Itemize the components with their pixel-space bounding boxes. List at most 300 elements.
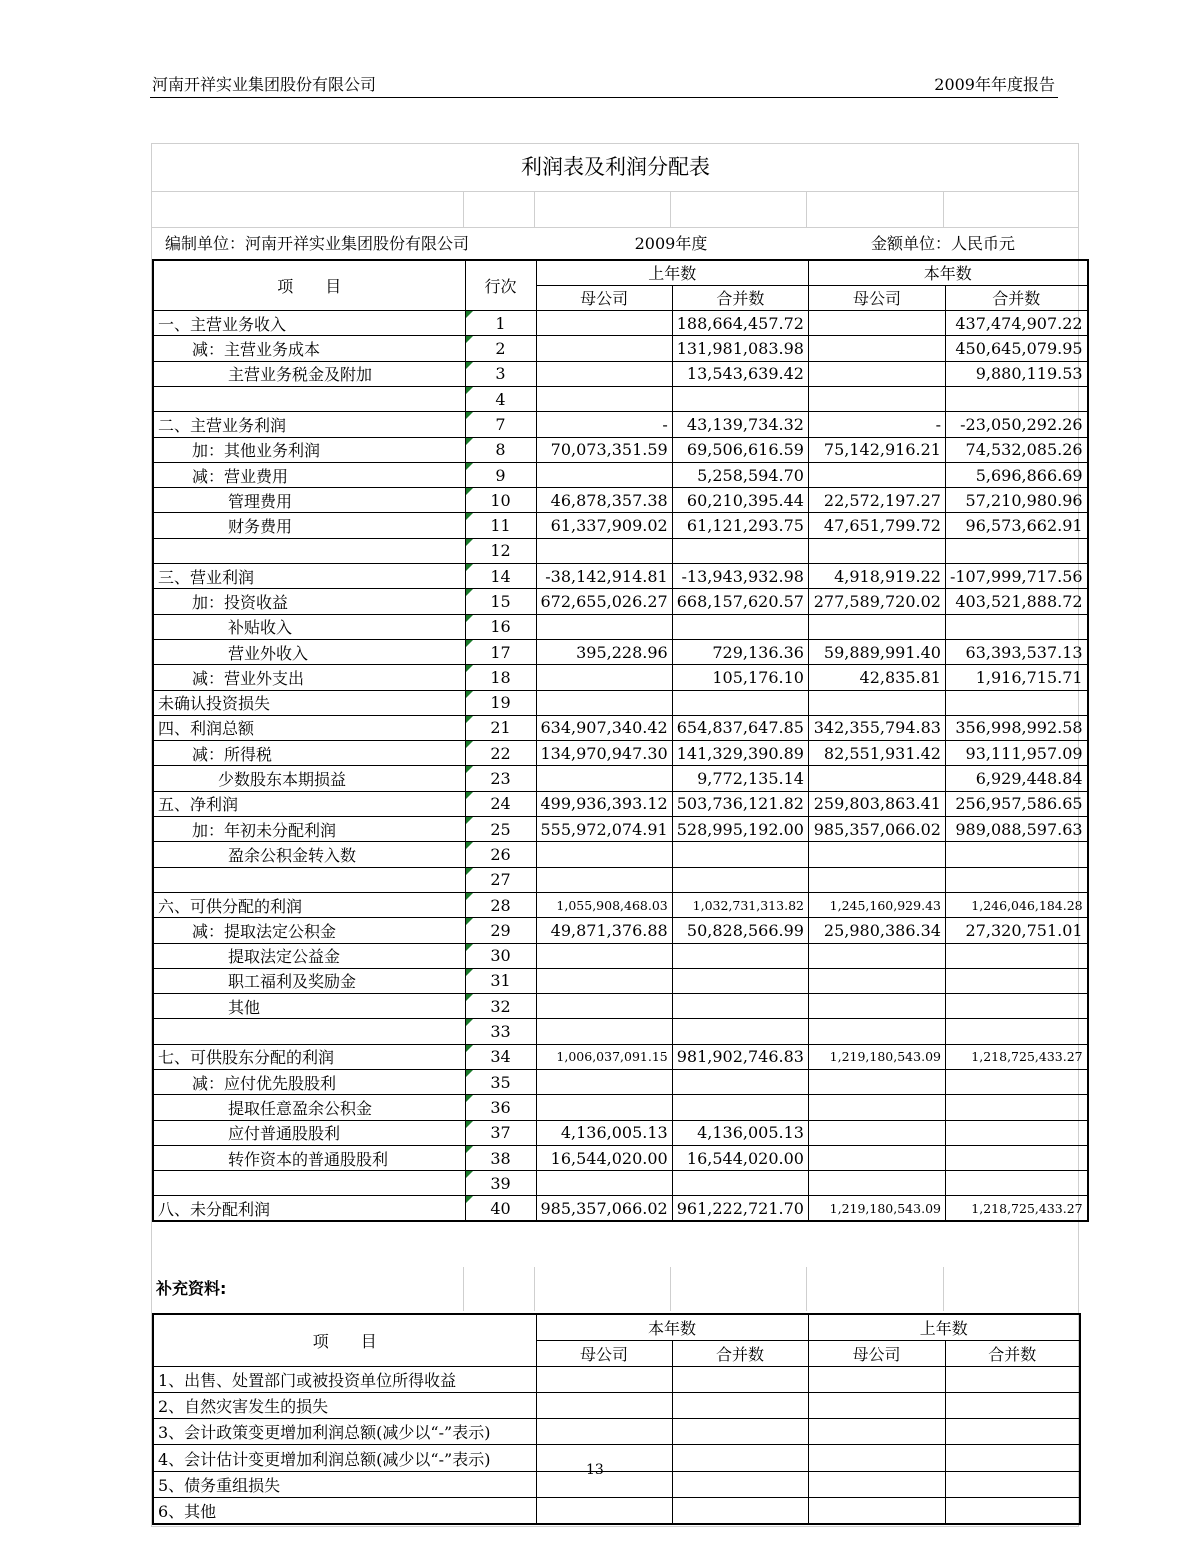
value-cell bbox=[808, 1393, 945, 1419]
col-header-item: 项 目 bbox=[153, 260, 465, 311]
row-label: 加：投资收益 bbox=[153, 589, 465, 614]
value-cell: 16,544,020.00 bbox=[672, 1145, 808, 1170]
row-line-number: 29 bbox=[465, 918, 536, 943]
row-line-number: 10 bbox=[465, 488, 536, 513]
value-cell: 75,142,916.21 bbox=[808, 437, 945, 462]
value-cell: 70,073,351.59 bbox=[536, 437, 672, 462]
value-cell: 46,878,357.38 bbox=[536, 488, 672, 513]
value-cell bbox=[945, 1145, 1087, 1170]
row-line-number: 2 bbox=[465, 336, 536, 361]
table-row bbox=[153, 614, 1088, 639]
value-cell: 654,837,647.85 bbox=[672, 715, 808, 740]
value-cell bbox=[808, 614, 945, 639]
value-cell bbox=[808, 1095, 945, 1120]
value-cell bbox=[945, 538, 1087, 563]
value-cell: - bbox=[536, 412, 672, 437]
value-cell bbox=[536, 1095, 672, 1120]
col-header-parent: 母公司 bbox=[536, 285, 672, 310]
row-line-number: 33 bbox=[465, 1019, 536, 1044]
row-label: 提取法定公益金 bbox=[153, 943, 465, 968]
value-cell bbox=[808, 766, 945, 791]
row-label bbox=[153, 1019, 465, 1044]
supplement-item-label: 2、自然灾害发生的损失 bbox=[153, 1393, 536, 1419]
page-title: 利润表及利润分配表 bbox=[152, 143, 1079, 192]
value-cell: 60,210,395.44 bbox=[672, 488, 808, 513]
row-line-number: 3 bbox=[465, 361, 536, 386]
row-label: 营业外收入 bbox=[153, 639, 465, 664]
row-label: 未确认投资损失 bbox=[153, 690, 465, 715]
table-row bbox=[153, 311, 1088, 336]
value-cell: 5,258,594.70 bbox=[672, 462, 808, 487]
value-cell bbox=[536, 1366, 672, 1392]
value-cell: 1,218,725,433.27 bbox=[945, 1196, 1087, 1221]
value-cell: 74,532,085.26 bbox=[945, 437, 1087, 462]
table-row bbox=[153, 690, 1088, 715]
row-line-number: 17 bbox=[465, 639, 536, 664]
row-label: 三、营业利润 bbox=[153, 564, 465, 589]
value-cell bbox=[808, 311, 945, 336]
value-cell: 1,032,731,313.82 bbox=[672, 892, 808, 917]
value-cell bbox=[945, 1070, 1087, 1095]
value-cell: 1,246,046,184.28 bbox=[945, 892, 1087, 917]
value-cell bbox=[945, 842, 1087, 867]
value-cell: 1,916,715.71 bbox=[945, 665, 1087, 690]
value-cell bbox=[672, 968, 808, 993]
value-cell bbox=[672, 1497, 808, 1523]
value-cell: 188,664,457.72 bbox=[672, 311, 808, 336]
value-cell: 27,320,751.01 bbox=[945, 918, 1087, 943]
value-cell: 93,111,957.09 bbox=[945, 741, 1087, 766]
supplement-item-label: 5、债务重组损失 bbox=[153, 1471, 536, 1497]
table-row bbox=[153, 918, 1088, 943]
col-header-consolidated: 合并数 bbox=[672, 285, 808, 310]
row-line-number: 25 bbox=[465, 817, 536, 842]
row-line-number: 7 bbox=[465, 412, 536, 437]
table-row bbox=[153, 968, 1088, 993]
value-cell: 256,957,586.65 bbox=[945, 791, 1087, 816]
blank-cell bbox=[152, 191, 464, 228]
value-cell: 22,572,197.27 bbox=[808, 488, 945, 513]
row-label: 六、可供分配的利润 bbox=[153, 892, 465, 917]
table-row bbox=[153, 1095, 1088, 1120]
row-label: 加：其他业务利润 bbox=[153, 437, 465, 462]
value-cell bbox=[672, 1393, 808, 1419]
value-cell bbox=[536, 1019, 672, 1044]
blank-cell bbox=[807, 1267, 944, 1311]
table-row bbox=[153, 437, 1088, 462]
row-line-number: 27 bbox=[465, 867, 536, 892]
value-cell bbox=[808, 1497, 945, 1523]
value-cell bbox=[945, 943, 1087, 968]
value-cell: 63,393,537.13 bbox=[945, 639, 1087, 664]
row-label: 少数股东本期损益 bbox=[153, 766, 465, 791]
table-row bbox=[153, 943, 1088, 968]
value-cell bbox=[536, 867, 672, 892]
table-row bbox=[153, 639, 1088, 664]
value-cell: 6,929,448.84 bbox=[945, 766, 1087, 791]
row-line-number: 38 bbox=[465, 1145, 536, 1170]
table-row bbox=[153, 538, 1088, 563]
table-row bbox=[153, 1070, 1088, 1095]
value-cell: 259,803,863.41 bbox=[808, 791, 945, 816]
value-cell bbox=[808, 1070, 945, 1095]
row-line-number: 34 bbox=[465, 1044, 536, 1069]
table-row bbox=[153, 1145, 1088, 1170]
row-line-number: 18 bbox=[465, 665, 536, 690]
value-cell bbox=[536, 994, 672, 1019]
value-cell bbox=[672, 1171, 808, 1196]
supplement-label: 补充资料: bbox=[156, 1279, 227, 1298]
col-header-consolidated: 合并数 bbox=[945, 285, 1087, 310]
supplement-item-label: 3、会计政策变更增加利润总额(减少以“-”表示) bbox=[153, 1419, 536, 1445]
value-cell bbox=[808, 1019, 945, 1044]
row-label: 二、主营业务利润 bbox=[153, 412, 465, 437]
value-cell bbox=[808, 538, 945, 563]
row-label bbox=[153, 386, 465, 411]
blank-cell bbox=[671, 1267, 807, 1311]
value-cell bbox=[536, 690, 672, 715]
currency-unit: 金额单位：人民币元 bbox=[870, 234, 1015, 253]
value-cell: 61,337,909.02 bbox=[536, 513, 672, 538]
value-cell: 403,521,888.72 bbox=[945, 589, 1087, 614]
table-row bbox=[153, 513, 1088, 538]
value-cell: 57,210,980.96 bbox=[945, 488, 1087, 513]
row-line-number: 14 bbox=[465, 564, 536, 589]
value-cell: -107,999,717.56 bbox=[945, 564, 1087, 589]
blank-cell bbox=[671, 191, 807, 228]
income-statement-table bbox=[152, 259, 1089, 1222]
value-cell: 43,139,734.32 bbox=[672, 412, 808, 437]
value-cell bbox=[536, 336, 672, 361]
value-cell bbox=[945, 1366, 1080, 1392]
row-line-number: 26 bbox=[465, 842, 536, 867]
value-cell: 961,222,721.70 bbox=[672, 1196, 808, 1221]
table-row bbox=[153, 462, 1088, 487]
row-line-number: 36 bbox=[465, 1095, 536, 1120]
row-label bbox=[153, 867, 465, 892]
row-label: 八、未分配利润 bbox=[153, 1196, 465, 1221]
value-cell bbox=[536, 1471, 672, 1497]
value-cell bbox=[536, 462, 672, 487]
row-label: 一、主营业务收入 bbox=[153, 311, 465, 336]
value-cell bbox=[945, 690, 1087, 715]
row-line-number: 4 bbox=[465, 386, 536, 411]
value-cell bbox=[672, 614, 808, 639]
header-company: 河南开祥实业集团股份有限公司 bbox=[152, 75, 377, 94]
supplement-table bbox=[152, 1313, 1081, 1525]
header-divider bbox=[150, 97, 1058, 98]
value-cell: 131,981,083.98 bbox=[672, 336, 808, 361]
value-cell: 61,121,293.75 bbox=[672, 513, 808, 538]
value-cell: 141,329,390.89 bbox=[672, 741, 808, 766]
value-cell: 25,980,386.34 bbox=[808, 918, 945, 943]
value-cell bbox=[536, 968, 672, 993]
col-header-parent: 母公司 bbox=[808, 285, 945, 310]
value-cell: 503,736,121.82 bbox=[672, 791, 808, 816]
value-cell bbox=[536, 766, 672, 791]
supplement-row bbox=[153, 1471, 1080, 1497]
table-row bbox=[153, 842, 1088, 867]
value-cell bbox=[945, 614, 1087, 639]
row-label: 减：营业费用 bbox=[153, 462, 465, 487]
row-label bbox=[153, 538, 465, 563]
value-cell bbox=[536, 842, 672, 867]
value-cell: 437,474,907.22 bbox=[945, 311, 1087, 336]
table-row bbox=[153, 412, 1088, 437]
page-number: 13 bbox=[586, 1462, 604, 1478]
value-cell: 9,880,119.53 bbox=[945, 361, 1087, 386]
value-cell: 16,544,020.00 bbox=[536, 1145, 672, 1170]
blank-cell bbox=[535, 1267, 671, 1311]
row-line-number: 8 bbox=[465, 437, 536, 462]
value-cell: 105,176.10 bbox=[672, 665, 808, 690]
col-header-prev-year: 上年数 bbox=[536, 260, 808, 285]
value-cell bbox=[536, 614, 672, 639]
row-line-number: 39 bbox=[465, 1171, 536, 1196]
supp-col-header-prev-year: 上年数 bbox=[808, 1314, 1080, 1340]
value-cell: 49,871,376.88 bbox=[536, 918, 672, 943]
value-cell bbox=[536, 1497, 672, 1523]
value-cell bbox=[808, 336, 945, 361]
table-row bbox=[153, 741, 1088, 766]
supplement-row bbox=[153, 1497, 1080, 1523]
value-cell bbox=[808, 968, 945, 993]
value-cell: 634,907,340.42 bbox=[536, 715, 672, 740]
value-cell: 1,219,180,543.09 bbox=[808, 1044, 945, 1069]
row-line-number: 24 bbox=[465, 791, 536, 816]
table-row bbox=[153, 386, 1088, 411]
value-cell bbox=[945, 1471, 1080, 1497]
value-cell: 1,219,180,543.09 bbox=[808, 1196, 945, 1221]
supplement-row bbox=[153, 1366, 1080, 1392]
value-cell bbox=[945, 386, 1087, 411]
value-cell: -23,050,292.26 bbox=[945, 412, 1087, 437]
supplement-header-row bbox=[152, 1267, 1079, 1311]
value-cell bbox=[808, 462, 945, 487]
value-cell: 985,357,066.02 bbox=[808, 817, 945, 842]
table-row bbox=[153, 867, 1088, 892]
table-row bbox=[153, 665, 1088, 690]
supp-col-header-consolidated: 合并数 bbox=[945, 1340, 1080, 1366]
value-cell bbox=[945, 994, 1087, 1019]
row-label: 补贴收入 bbox=[153, 614, 465, 639]
value-cell bbox=[536, 1393, 672, 1419]
value-cell bbox=[536, 665, 672, 690]
value-cell: 395,228.96 bbox=[536, 639, 672, 664]
supp-col-header-parent: 母公司 bbox=[536, 1340, 672, 1366]
row-label: 减：营业外支出 bbox=[153, 665, 465, 690]
row-line-number: 35 bbox=[465, 1070, 536, 1095]
row-label: 财务费用 bbox=[153, 513, 465, 538]
value-cell: 1,218,725,433.27 bbox=[945, 1044, 1087, 1069]
row-line-number: 28 bbox=[465, 892, 536, 917]
col-header-curr-year: 本年数 bbox=[808, 260, 1087, 285]
value-cell bbox=[536, 1445, 672, 1471]
row-label: 其他 bbox=[153, 994, 465, 1019]
value-cell bbox=[672, 1419, 808, 1445]
value-cell bbox=[945, 1497, 1080, 1523]
supp-col-header-curr-year: 本年数 bbox=[536, 1314, 808, 1340]
table-row bbox=[153, 1120, 1088, 1145]
row-line-number: 30 bbox=[465, 943, 536, 968]
value-cell: 59,889,991.40 bbox=[808, 639, 945, 664]
col-header-line: 行次 bbox=[465, 260, 536, 311]
row-label: 应付普通股股利 bbox=[153, 1120, 465, 1145]
supp-col-header-consolidated: 合并数 bbox=[672, 1340, 808, 1366]
blank-cell bbox=[944, 191, 1079, 228]
value-cell bbox=[672, 1366, 808, 1392]
row-line-number: 12 bbox=[465, 538, 536, 563]
table-row bbox=[153, 488, 1088, 513]
row-line-number: 21 bbox=[465, 715, 536, 740]
row-line-number: 40 bbox=[465, 1196, 536, 1221]
value-cell bbox=[808, 1120, 945, 1145]
supplement-row bbox=[153, 1393, 1080, 1419]
value-cell bbox=[945, 1120, 1087, 1145]
value-cell bbox=[536, 311, 672, 336]
value-cell: 672,655,026.27 bbox=[536, 589, 672, 614]
value-cell: 47,651,799.72 bbox=[808, 513, 945, 538]
value-cell bbox=[672, 1445, 808, 1471]
table-row bbox=[153, 892, 1088, 917]
row-label: 职工福利及奖励金 bbox=[153, 968, 465, 993]
row-label bbox=[153, 1171, 465, 1196]
value-cell bbox=[672, 1019, 808, 1044]
value-cell: 50,828,566.99 bbox=[672, 918, 808, 943]
blank-cell bbox=[535, 191, 671, 228]
value-cell bbox=[808, 1419, 945, 1445]
value-cell: 277,589,720.02 bbox=[808, 589, 945, 614]
value-cell: - bbox=[808, 412, 945, 437]
row-line-number: 9 bbox=[465, 462, 536, 487]
row-line-number: 22 bbox=[465, 741, 536, 766]
value-cell: 4,136,005.13 bbox=[672, 1120, 808, 1145]
value-cell: 989,088,597.63 bbox=[945, 817, 1087, 842]
value-cell bbox=[808, 943, 945, 968]
supplement-item-label: 4、会计估计变更增加利润总额(减少以“-”表示) bbox=[153, 1445, 536, 1471]
value-cell: 555,972,074.91 bbox=[536, 817, 672, 842]
supp-col-header-item: 项 目 bbox=[153, 1314, 536, 1366]
row-label: 四、利润总额 bbox=[153, 715, 465, 740]
table-row bbox=[153, 766, 1088, 791]
row-line-number: 32 bbox=[465, 994, 536, 1019]
row-label: 减：所得税 bbox=[153, 741, 465, 766]
value-cell: 5,696,866.69 bbox=[945, 462, 1087, 487]
value-cell bbox=[536, 1171, 672, 1196]
value-cell bbox=[672, 1070, 808, 1095]
value-cell bbox=[672, 1471, 808, 1497]
value-cell bbox=[808, 1445, 945, 1471]
row-label: 管理费用 bbox=[153, 488, 465, 513]
value-cell bbox=[536, 1419, 672, 1445]
value-cell bbox=[808, 361, 945, 386]
value-cell: 1,245,160,929.43 bbox=[808, 892, 945, 917]
value-cell: 134,970,947.30 bbox=[536, 741, 672, 766]
report-year: 2009年度 bbox=[634, 234, 708, 253]
value-cell bbox=[945, 1419, 1080, 1445]
table-row bbox=[153, 1171, 1088, 1196]
table-row bbox=[153, 336, 1088, 361]
value-cell bbox=[672, 994, 808, 1019]
value-cell: 42,835.81 bbox=[808, 665, 945, 690]
row-label: 主营业务税金及附加 bbox=[153, 361, 465, 386]
row-label: 提取任意盈余公积金 bbox=[153, 1095, 465, 1120]
value-cell: 450,645,079.95 bbox=[945, 336, 1087, 361]
value-cell: 729,136.36 bbox=[672, 639, 808, 664]
table-row bbox=[153, 994, 1088, 1019]
supplement-row bbox=[153, 1419, 1080, 1445]
supplement-item-label: 1、出售、处置部门或被投资单位所得收益 bbox=[153, 1366, 536, 1392]
table-row bbox=[153, 715, 1088, 740]
row-label: 减：应付优先股股利 bbox=[153, 1070, 465, 1095]
value-cell: 499,936,393.12 bbox=[536, 791, 672, 816]
value-cell bbox=[808, 1366, 945, 1392]
header-report-title: 2009年年度报告 bbox=[934, 75, 1055, 94]
table-row bbox=[153, 564, 1088, 589]
blank-cell bbox=[464, 1267, 535, 1311]
value-cell bbox=[536, 538, 672, 563]
row-label: 五、净利润 bbox=[153, 791, 465, 816]
value-cell: 1,055,908,468.03 bbox=[536, 892, 672, 917]
table-row bbox=[153, 1044, 1088, 1069]
row-line-number: 11 bbox=[465, 513, 536, 538]
row-label: 减：提取法定公积金 bbox=[153, 918, 465, 943]
blank-cell bbox=[152, 1267, 464, 1311]
value-cell: 9,772,135.14 bbox=[672, 766, 808, 791]
value-cell bbox=[945, 1095, 1087, 1120]
table-row bbox=[153, 361, 1088, 386]
row-line-number: 19 bbox=[465, 690, 536, 715]
value-cell bbox=[808, 842, 945, 867]
value-cell bbox=[808, 690, 945, 715]
value-cell: 356,998,992.58 bbox=[945, 715, 1087, 740]
value-cell: -38,142,914.81 bbox=[536, 564, 672, 589]
row-label: 转作资本的普通股股利 bbox=[153, 1145, 465, 1170]
value-cell bbox=[808, 994, 945, 1019]
blank-cell bbox=[464, 191, 535, 228]
value-cell: 13,543,639.42 bbox=[672, 361, 808, 386]
row-line-number: 16 bbox=[465, 614, 536, 639]
row-label: 七、可供股东分配的利润 bbox=[153, 1044, 465, 1069]
table-row bbox=[153, 589, 1088, 614]
value-cell bbox=[536, 361, 672, 386]
value-cell: 342,355,794.83 bbox=[808, 715, 945, 740]
value-cell bbox=[945, 867, 1087, 892]
value-cell: 981,902,746.83 bbox=[672, 1044, 808, 1069]
value-cell: 4,136,005.13 bbox=[536, 1120, 672, 1145]
table-row bbox=[153, 791, 1088, 816]
value-cell: 82,551,931.42 bbox=[808, 741, 945, 766]
value-cell: -13,943,932.98 bbox=[672, 564, 808, 589]
value-cell bbox=[945, 1393, 1080, 1419]
value-cell bbox=[672, 386, 808, 411]
row-label: 减：主营业务成本 bbox=[153, 336, 465, 361]
value-cell bbox=[808, 386, 945, 411]
value-cell bbox=[536, 1070, 672, 1095]
blank-cell bbox=[807, 191, 944, 228]
value-cell bbox=[808, 867, 945, 892]
value-cell bbox=[945, 1171, 1087, 1196]
value-cell bbox=[808, 1145, 945, 1170]
supplement-row bbox=[153, 1445, 1080, 1471]
value-cell bbox=[672, 1095, 808, 1120]
value-cell bbox=[945, 1445, 1080, 1471]
supplement-item-label: 6、其他 bbox=[153, 1497, 536, 1523]
row-line-number: 15 bbox=[465, 589, 536, 614]
value-cell: 1,006,037,091.15 bbox=[536, 1044, 672, 1069]
value-cell: 4,918,919.22 bbox=[808, 564, 945, 589]
value-cell: 69,506,616.59 bbox=[672, 437, 808, 462]
